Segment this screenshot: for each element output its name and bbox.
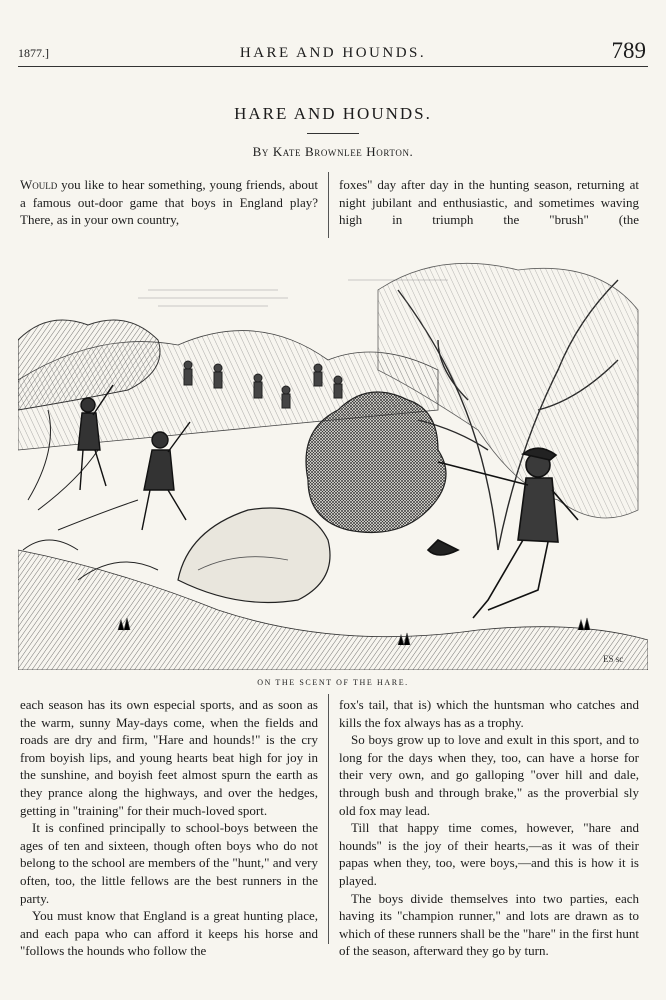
paragraph: each season has its own especial sports, and as soon as the warm, sunny May-days come, when the fields and roads are dry and firm, "Hare and hounds!" is the cry from boyish lips, and young hearts beat high for joy in the sunshine, and boyish feet almost spurn the earth as they prance along the highways, and over the hedges, getting in "training" for their much-loved sport. <box>20 697 318 818</box>
column-left-top <box>20 176 318 229</box>
column-right-top <box>339 176 639 229</box>
boulder <box>178 508 330 603</box>
byline-prefix: By <box>252 144 269 159</box>
column-right-bottom <box>339 696 639 960</box>
paragraph: So boys grow up to love and exult in this sport, and to long for the days when they, too, can have a horse for their very own, and go galloping "over hill and dale, through bush and through brake," as the proverbial sly old fox may lead. <box>339 732 639 818</box>
paragraph: foxes" day after day in the hunting season, returning at night jubilant and enthusiastic, and sometimes waving high in triumph the "brush" (the <box>339 177 639 228</box>
boy-runner-2 <box>142 422 190 530</box>
header-rule <box>18 66 648 67</box>
byline <box>0 144 666 160</box>
page-number: 789 <box>611 38 646 63</box>
column-divider <box>328 172 329 238</box>
running-title: HARE AND HOUNDS. <box>239 45 427 61</box>
running-head <box>18 38 648 64</box>
paragraph: fox's tail, that is) which the huntsman who catches and kills the fox always has as a trophy. <box>339 697 639 730</box>
dropcap-word: Would <box>20 177 58 192</box>
paragraph: It is confined principally to school-boys between the ages of ten and sixteen, though often boys who do not belong to the school are members of the "hunt," and very often, too, the little fellows are the best runners in the party. <box>20 820 318 906</box>
article-title: HARE AND HOUNDS. <box>234 104 432 123</box>
illustration-caption: ON THE SCENT OF THE HARE. <box>257 678 409 687</box>
engraver-signature: ES sc <box>603 654 624 664</box>
paragraph: Till that happy time comes, however, "hare and hounds" is the joy of their hearts,—as it was of their papas when they, too, were boys,—and this is how it is played. <box>339 820 639 888</box>
engraving-illustration <box>18 250 648 670</box>
foreground-ground <box>18 550 648 670</box>
paragraph-text: you like to hear something, young friends, about a famous out-door game that boys in England play? There, as in your own country, <box>20 177 318 228</box>
title-rule <box>307 133 359 134</box>
author-name: Kate Brownlee Horton. <box>272 144 414 159</box>
paragraph <box>20 176 318 229</box>
issue-date: 1877.] <box>18 46 49 60</box>
column-divider <box>328 694 329 944</box>
paragraph: You must know that England is a great hunting place, and each papa who can afford it keeps his horse and "follows the hounds who follow the <box>20 908 318 959</box>
column-left-bottom <box>20 696 318 960</box>
paragraph: The boys divide themselves into two parties, each having its "champion runner," and lots are drawn as to which of these runners shall be the "hare" in the first hunt of the season, afterward they go by turn. <box>339 890 639 959</box>
